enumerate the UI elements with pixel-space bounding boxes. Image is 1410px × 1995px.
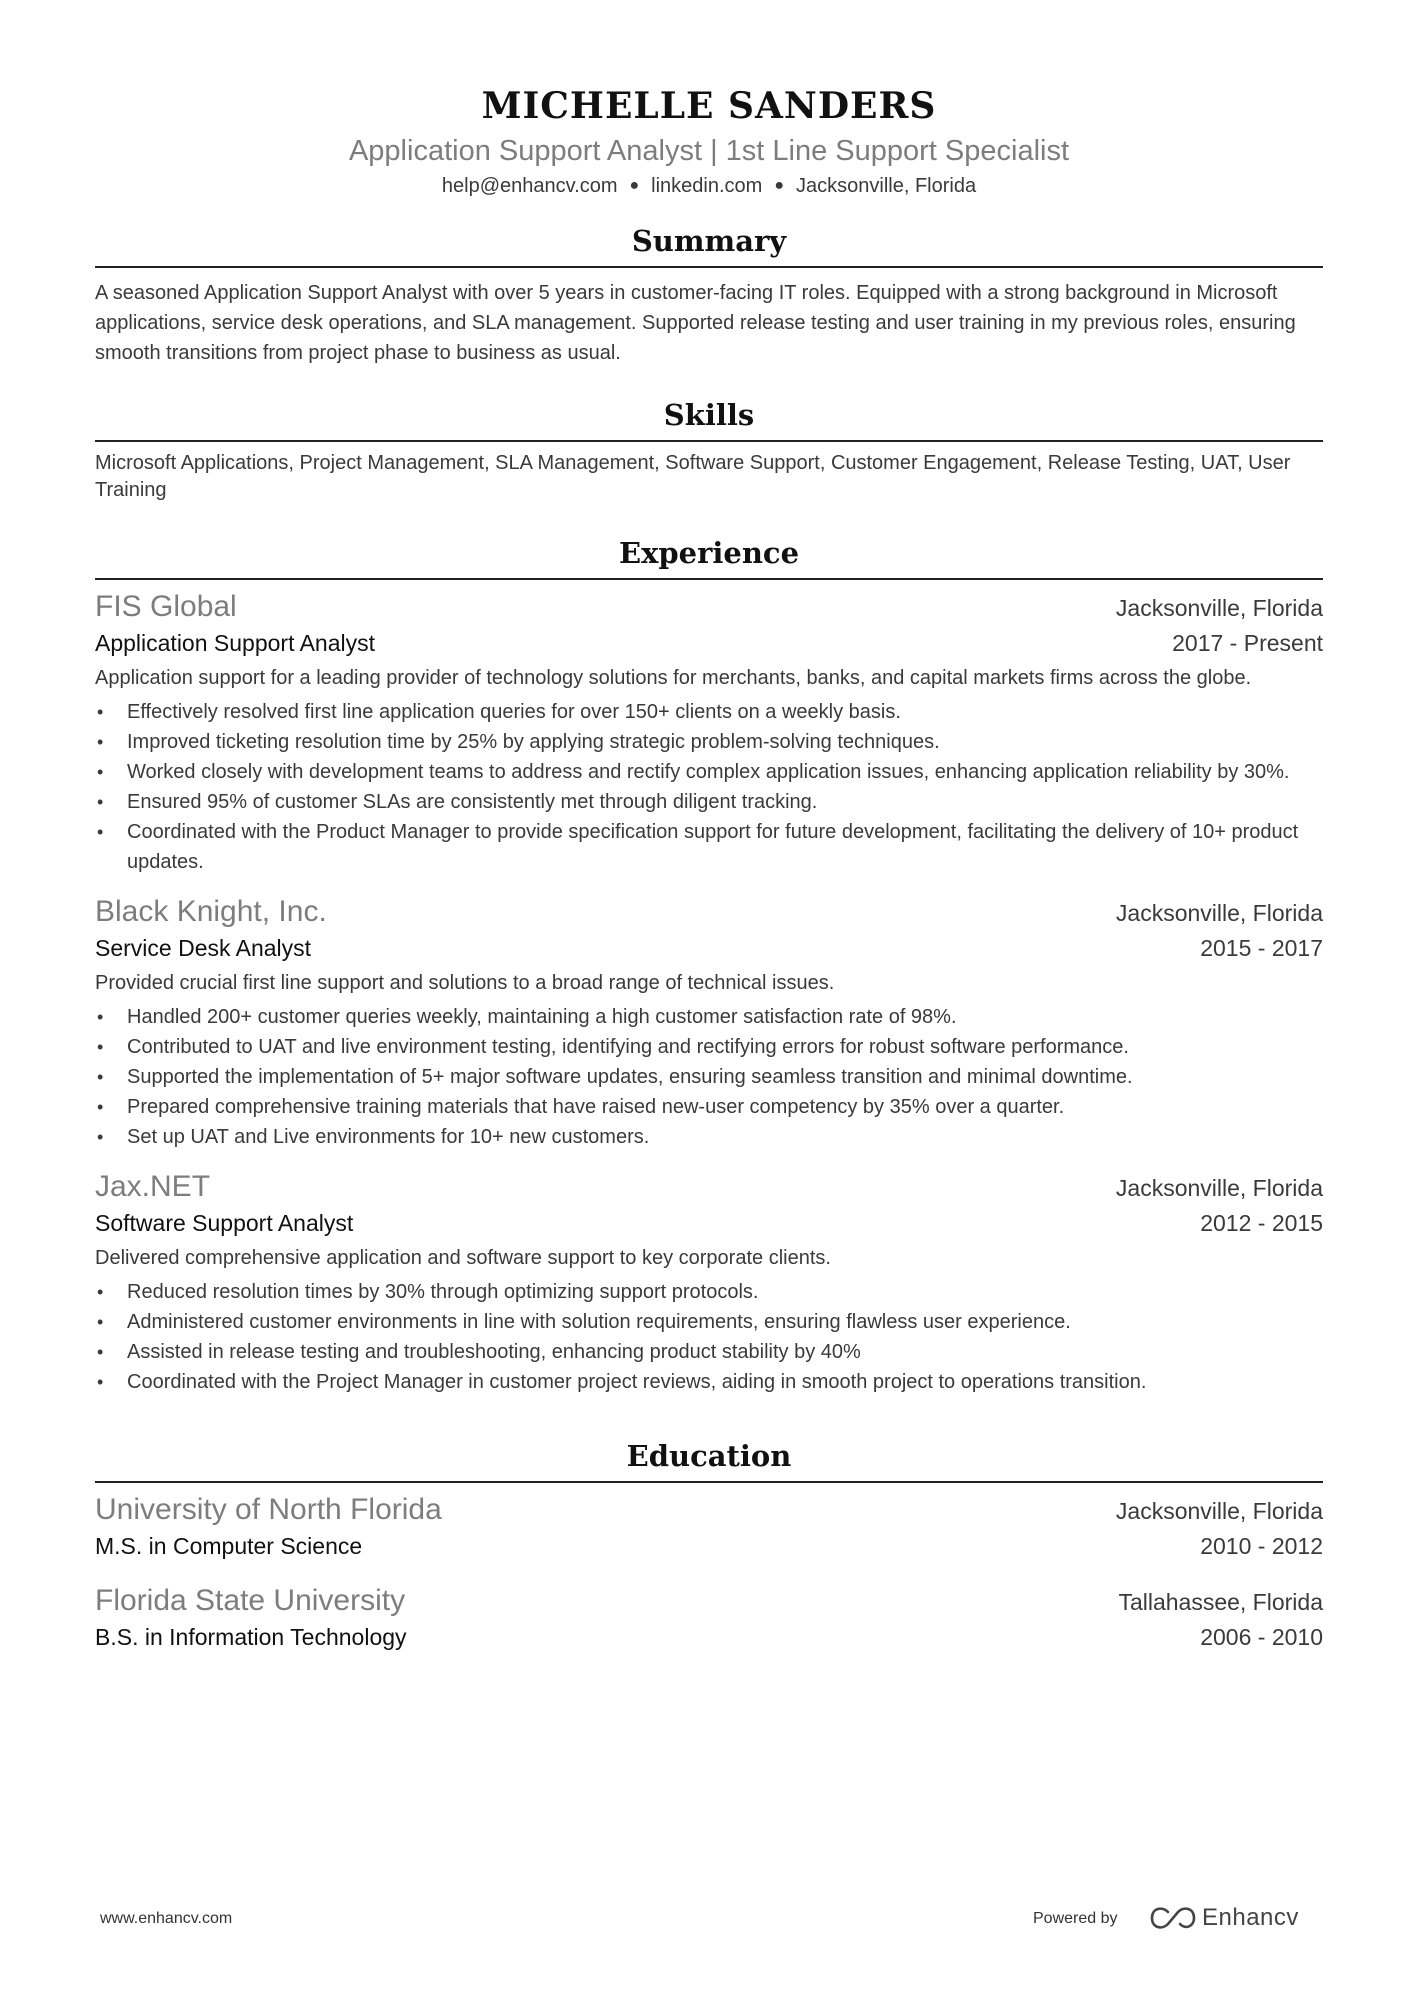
- summary-text: A seasoned Application Support Analyst with over 5 years in customer-facing IT roles. Equipped with a strong background in Microsoft applications, service desk operations, and SLA management. Supported release testing and user training in my previous roles, ensuring smooth transitions from project phase to business as usual.: [95, 282, 1296, 364]
- education-dates: 2006 - 2010: [1200, 1624, 1323, 1650]
- experience-section: [95, 534, 1323, 1397]
- candidate-headline: Application Support Analyst | 1st Line Support Specialist: [348, 135, 1070, 167]
- achievement-item: • Contributed to UAT and live environment testing, identifying and rectifying errors for robust software performance.: [95, 1032, 1323, 1062]
- degree: B.S. in Information Technology: [95, 1624, 407, 1650]
- school-location: Tallahassee, Florida: [1118, 1589, 1323, 1615]
- page-footer: [100, 1906, 1310, 1936]
- job-title: Software Support Analyst: [95, 1210, 354, 1236]
- resume-header: [95, 0, 1323, 200]
- achievement-item: • Effectively resolved first line application queries for over 150+ clients on a weekly basis.: [95, 697, 1323, 727]
- achievement-item: • Supported the implementation of 5+ major software updates, ensuring seamless transition and minimal downtime.: [95, 1062, 1323, 1092]
- job-dates: 2012 - 2015: [1200, 1210, 1323, 1236]
- job-dates: 2017 - Present: [1172, 630, 1323, 656]
- job-dates: 2015 - 2017: [1200, 935, 1323, 961]
- achievement-item: • Worked closely with development teams to address and rectify complex application issues, enhancing application reliability by 30%.: [95, 757, 1323, 787]
- section-title-education: Education: [626, 1439, 792, 1473]
- achievement-item: • Administered customer environments in line with solution requirements, ensuring flawless user experience.: [95, 1307, 1323, 1337]
- achievement-item: • Assisted in release testing and troubleshooting, enhancing product stability by 40%: [95, 1337, 1323, 1367]
- school-name: Florida State University: [95, 1584, 406, 1617]
- company-description: Provided crucial first line support and solutions to a broad range of technical issues.: [95, 972, 835, 994]
- resume-page: [95, 0, 1323, 1653]
- enhancv-logo-icon: [1150, 1906, 1196, 1930]
- separator-dot: ●: [629, 177, 640, 194]
- achievement-item: • Improved ticketing resolution time by 25% by applying strategic problem-solving techniques.: [95, 727, 1323, 757]
- candidate-name: MICHELLE SANDERS: [481, 85, 937, 127]
- achievement-item: • Ensured 95% of customer SLAs are consistently met through diligent tracking.: [95, 787, 1323, 817]
- company-description: Delivered comprehensive application and software support to key corporate clients.: [95, 1247, 831, 1269]
- company-name: Black Knight, Inc.: [95, 895, 327, 928]
- section-title-skills: Skills: [663, 398, 755, 432]
- achievement-item: • Coordinated with the Project Manager in customer project reviews, aiding in smooth project to operations transition.: [95, 1367, 1323, 1397]
- education-dates: 2010 - 2012: [1200, 1533, 1323, 1559]
- achievement-item: • Coordinated with the Product Manager to provide specification support for future development, facilitating the delivery of 10+ product updates.: [95, 817, 1323, 877]
- education-entry: [95, 1491, 1323, 1562]
- footer-website-link[interactable]: www.enhancv.com: [100, 1910, 233, 1927]
- contact-location: Jacksonville, Florida: [796, 175, 977, 197]
- job-location: Jacksonville, Florida: [1115, 1175, 1323, 1201]
- section-divider: [95, 578, 1323, 580]
- contact-email[interactable]: help@enhancv.com: [441, 175, 618, 197]
- achievement-list: [95, 1002, 1323, 1152]
- achievement-item: • Handled 200+ customer queries weekly, maintaining a high customer satisfaction rate of 98%.: [95, 1002, 1323, 1032]
- achievement-item: • Prepared comprehensive training materials that have raised new-user competency by 35% over a quarter.: [95, 1092, 1323, 1122]
- section-divider: [95, 266, 1323, 268]
- job-title: Application Support Analyst: [95, 630, 376, 656]
- section-title-experience: Experience: [618, 536, 800, 570]
- section-divider: [95, 440, 1323, 442]
- school-location: Jacksonville, Florida: [1115, 1498, 1323, 1524]
- degree: M.S. in Computer Science: [95, 1533, 363, 1559]
- company-description: Application support for a leading provider of technology solutions for merchants, banks, and capital markets firms across the globe.: [95, 667, 1252, 689]
- experience-entry: [95, 893, 1323, 1152]
- summary-section: [95, 222, 1323, 368]
- experience-entry: [95, 1168, 1323, 1397]
- school-name: University of North Florida: [95, 1493, 442, 1526]
- company-name: FIS Global: [95, 590, 237, 623]
- skills-text: Microsoft Applications, Project Management, SLA Management, Software Support, Customer Engagement, Release Testing, UAT, User Training: [95, 452, 1291, 501]
- achievement-item: • Reduced resolution times by 30% through optimizing support protocols.: [95, 1277, 1323, 1307]
- experience-entry: [95, 588, 1323, 877]
- enhancv-logo[interactable]: [1150, 1904, 1299, 1932]
- company-name: Jax.NET: [95, 1170, 211, 1203]
- job-location: Jacksonville, Florida: [1115, 900, 1323, 926]
- job-title: Service Desk Analyst: [95, 935, 312, 961]
- contact-linkedin[interactable]: linkedin.com: [651, 175, 763, 197]
- achievement-list: [95, 697, 1323, 877]
- section-title-summary: Summary: [631, 224, 787, 258]
- section-divider: [95, 1481, 1323, 1483]
- job-location: Jacksonville, Florida: [1115, 595, 1323, 621]
- enhancv-logo-text: Enhancv: [1202, 1904, 1299, 1931]
- education-entry: [95, 1582, 1323, 1653]
- contact-line: [95, 172, 1323, 200]
- achievement-list: [95, 1277, 1323, 1397]
- achievement-item: • Set up UAT and Live environments for 10+ new customers.: [95, 1122, 1323, 1152]
- education-section: [95, 1437, 1323, 1653]
- powered-by-label: Powered by: [1033, 1910, 1118, 1927]
- separator-dot: ●: [774, 177, 785, 194]
- skills-section: [95, 396, 1323, 504]
